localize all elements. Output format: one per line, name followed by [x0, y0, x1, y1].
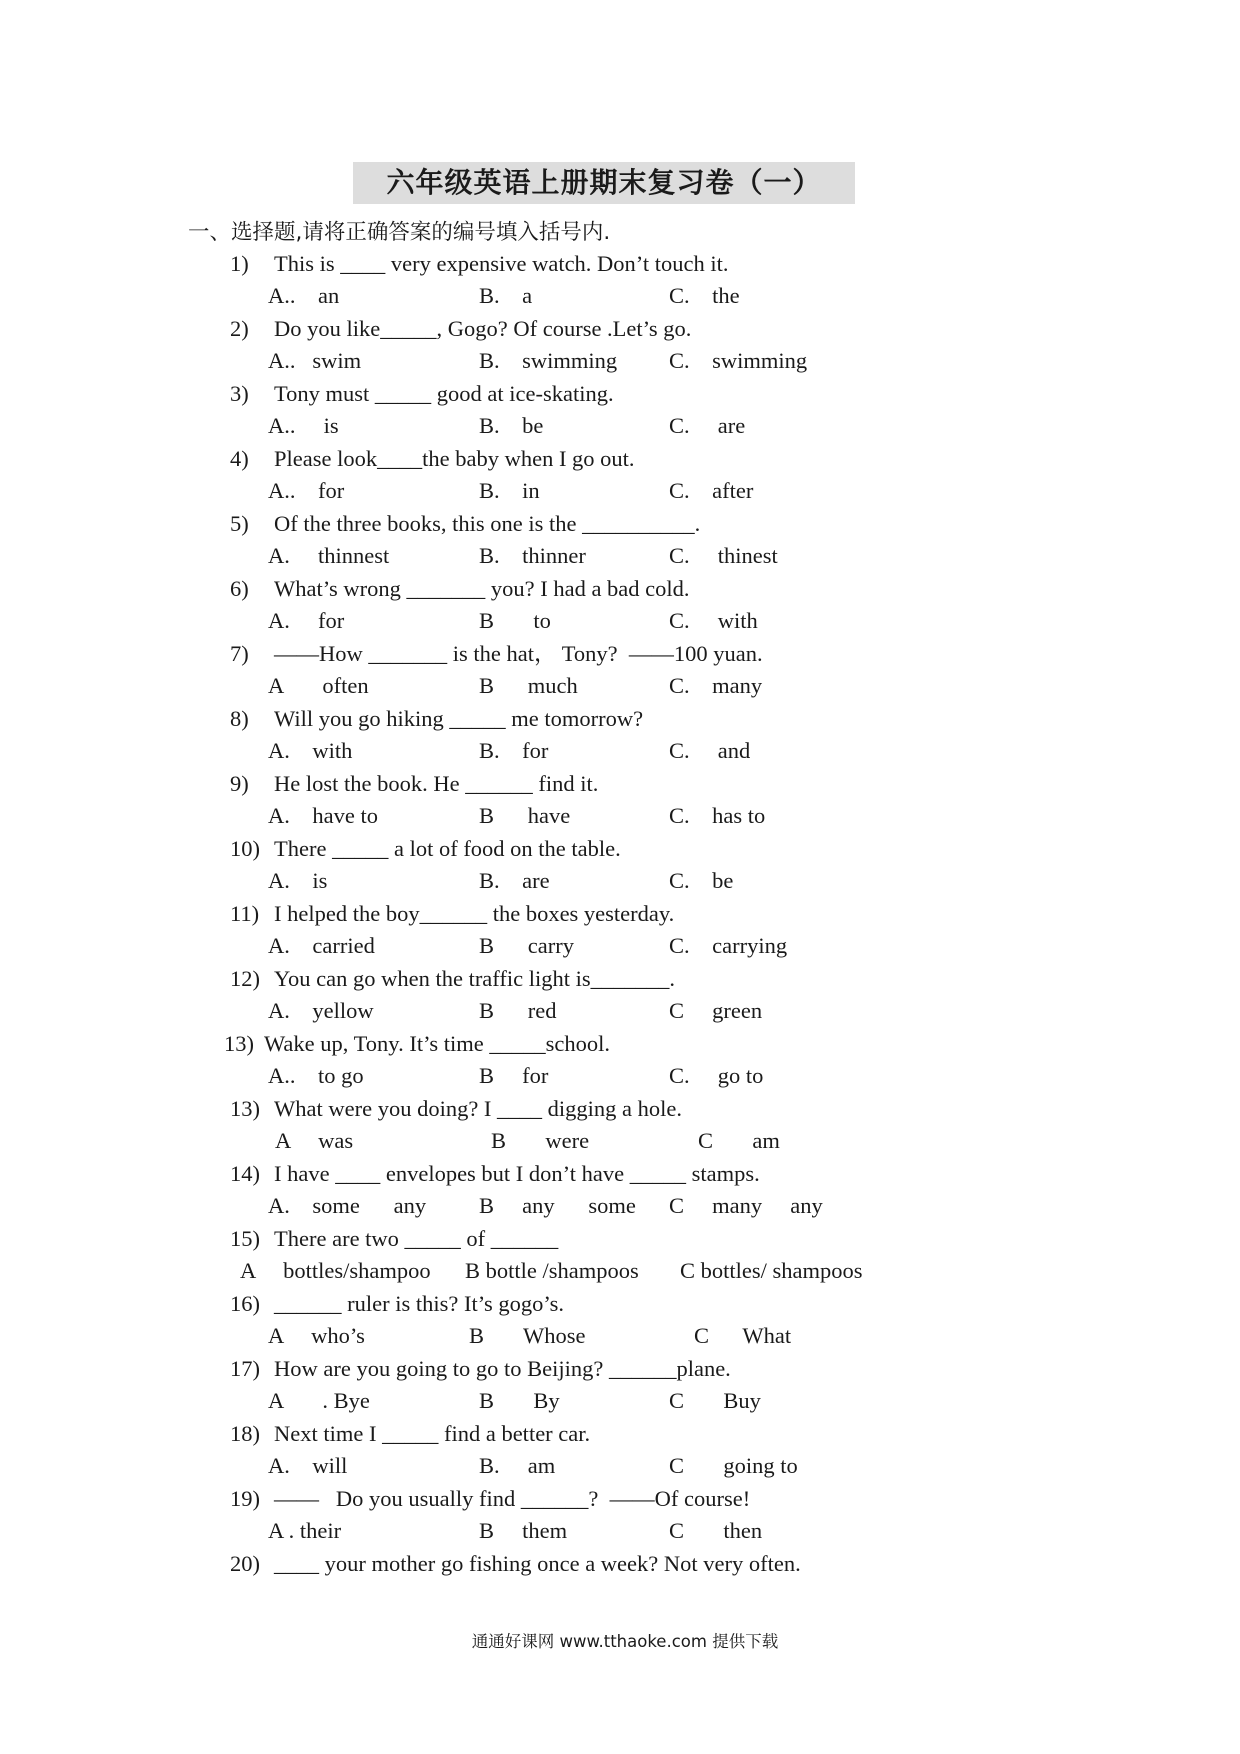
answer-option: C then: [669, 1518, 763, 1543]
answer-option: C many any: [669, 1193, 823, 1218]
question-text: I have ____ envelopes but I don’t have _____ stamps.: [274, 1161, 760, 1186]
question-text: There are two _____ of ______: [274, 1226, 559, 1251]
answer-option: C. the: [669, 283, 740, 308]
question-text: ——How _______ is the hat， Tony? ——100 yuan.: [274, 641, 763, 666]
answer-option: C. go to: [669, 1063, 764, 1088]
question-text: You can go when the traffic light is_______.: [274, 966, 676, 991]
answer-option: A who’s: [268, 1323, 365, 1348]
answer-option: A. for: [268, 608, 345, 633]
question-number: 14): [230, 1161, 260, 1186]
answer-option: C What: [694, 1323, 792, 1348]
question-text: ______ ruler is this? It’s gogo’s.: [274, 1291, 564, 1316]
question-number: 10): [230, 836, 260, 861]
question-number: 15): [230, 1226, 260, 1251]
question-text: What’s wrong _______ you? I had a bad cold.: [274, 576, 690, 601]
answer-option: B carry: [479, 933, 574, 958]
answer-option: A.. for: [268, 478, 345, 503]
question-text: Of the three books, this one is the __________.: [274, 511, 701, 536]
question-text: Will you go hiking _____ me tomorrow?: [274, 706, 644, 731]
answer-option: A.. is: [268, 413, 339, 438]
answer-option: B By: [479, 1388, 560, 1413]
answer-option: A. will: [268, 1453, 348, 1478]
answer-option: B red: [479, 998, 557, 1023]
answer-option: A was: [275, 1128, 354, 1153]
answer-option: A. carried: [268, 933, 375, 958]
answer-option: C green: [669, 998, 763, 1023]
question-text: Wake up, Tony. It’s time _____school.: [264, 1031, 610, 1056]
question-number: 16): [230, 1291, 260, 1316]
question-number: 8): [230, 706, 249, 731]
answer-option: C. are: [669, 413, 746, 438]
answer-option: A.. swim: [268, 348, 362, 373]
question-text: This is ____ very expensive watch. Don’t touch it.: [274, 251, 729, 276]
question-number: 9): [230, 771, 249, 796]
answer-option: B. thinner: [479, 543, 586, 568]
answer-option: B much: [479, 673, 578, 698]
answer-option: B. for: [479, 738, 549, 763]
section-heading: 一、选择题,请将正确答案的编号填入括号内.: [188, 220, 611, 245]
answer-option: A. have to: [268, 803, 378, 828]
question-text: Next time I _____ find a better car.: [274, 1421, 591, 1446]
answer-option: B bottle /shampoos: [465, 1258, 639, 1283]
question-text: ____ your mother go fishing once a week? Not very often.: [274, 1551, 801, 1576]
answer-option: C. carrying: [669, 933, 788, 958]
question-number: 12): [230, 966, 260, 991]
answer-option: B them: [479, 1518, 568, 1543]
question-number: 4): [230, 446, 249, 471]
answer-option: C. with: [669, 608, 758, 633]
question-number: 2): [230, 316, 249, 341]
question-text: Tony must _____ good at ice-skating.: [274, 381, 614, 406]
question-number: 17): [230, 1356, 260, 1381]
answer-option: B Whose: [469, 1323, 586, 1348]
answer-option: C. swimming: [669, 348, 808, 373]
page-title: 六年级英语上册期末复习卷（一）: [353, 162, 855, 204]
answer-option: B have: [479, 803, 571, 828]
answer-option: B. in: [479, 478, 540, 503]
question-number: 3): [230, 381, 249, 406]
answer-option: C bottles/ shampoos: [680, 1258, 863, 1283]
question-text: —— Do you usually find ______? ——Of course!: [274, 1486, 751, 1511]
answer-option: C going to: [669, 1453, 798, 1478]
answer-option: A . Bye: [268, 1388, 370, 1413]
answer-option: B. am: [479, 1453, 556, 1478]
question-number: 11): [230, 901, 260, 926]
question-number: 13): [230, 1096, 260, 1121]
answer-option: A.. an: [268, 283, 340, 308]
question-number: 13): [224, 1031, 254, 1056]
answer-option: C. after: [669, 478, 754, 503]
answer-option: C. be: [669, 868, 734, 893]
question-number: 6): [230, 576, 249, 601]
question-text: He lost the book. He ______ find it.: [274, 771, 599, 796]
answer-option: C. many: [669, 673, 763, 698]
question-text: Please look____the baby when I go out.: [274, 446, 635, 471]
question-text: I helped the boy______ the boxes yesterday.: [274, 901, 675, 926]
answer-option: B. a: [479, 283, 533, 308]
answer-option: B. are: [479, 868, 550, 893]
question-text: Do you like_____, Gogo? Of course .Let’s go.: [274, 316, 692, 341]
answer-option: B to: [479, 608, 551, 633]
answer-option: B any some: [479, 1193, 636, 1218]
answer-option: A . their: [268, 1518, 342, 1543]
question-text: How are you going to go to Beijing? ______plane.: [274, 1356, 731, 1381]
answer-option: A. with: [268, 738, 353, 763]
answer-option: A often: [268, 673, 369, 698]
answer-option: A. yellow: [268, 998, 374, 1023]
answer-option: B for: [479, 1063, 549, 1088]
question-number: 18): [230, 1421, 260, 1446]
answer-option: B were: [491, 1128, 590, 1153]
question-number: 20): [230, 1551, 260, 1576]
question-number: 7): [230, 641, 249, 666]
footer-credit: 通通好课网 www.tthaoke.com 提供下载: [471, 1632, 779, 1651]
answer-option: C am: [698, 1128, 780, 1153]
answer-option: A.. to go: [268, 1063, 364, 1088]
answer-option: C. and: [669, 738, 751, 763]
answer-option: A. some any: [268, 1193, 427, 1218]
answer-option: A. thinnest: [268, 543, 390, 568]
answer-option: A bottles/shampoo: [240, 1258, 431, 1283]
answer-option: B. swimming: [479, 348, 618, 373]
question-number: 5): [230, 511, 249, 536]
answer-option: A. is: [268, 868, 328, 893]
question-number: 1): [230, 251, 249, 276]
question-text: There _____ a lot of food on the table.: [274, 836, 621, 861]
answer-option: C. thinest: [669, 543, 778, 568]
question-text: What were you doing? I ____ digging a hole.: [274, 1096, 683, 1121]
answer-option: C Buy: [669, 1388, 761, 1413]
answer-option: C. has to: [669, 803, 766, 828]
question-number: 19): [230, 1486, 260, 1511]
answer-option: B. be: [479, 413, 544, 438]
